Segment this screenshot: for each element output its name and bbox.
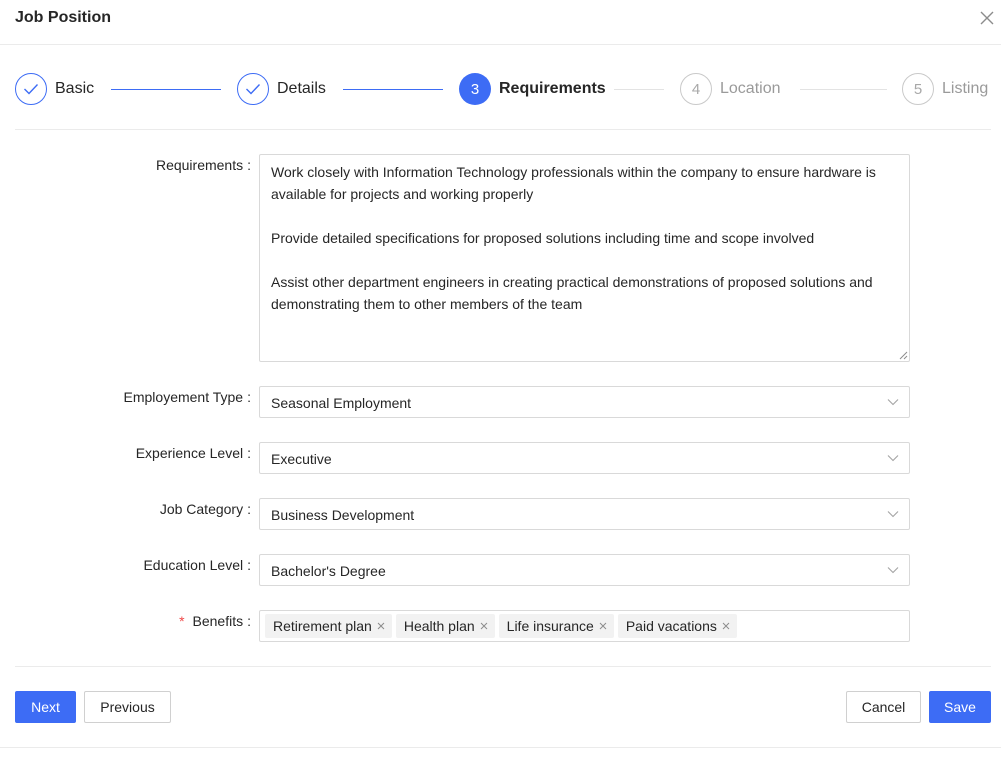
label-text: Employement Type	[123, 389, 244, 405]
cancel-button[interactable]: Cancel	[846, 691, 921, 723]
step-label: Requirements	[499, 80, 606, 97]
next-button[interactable]: Next	[15, 691, 76, 723]
chevron-down-icon	[887, 510, 899, 518]
bottom-divider	[0, 747, 1001, 748]
step-label: Location	[720, 80, 781, 97]
select-value: Business Development	[271, 507, 415, 523]
label-colon: :	[247, 613, 251, 629]
steps-divider	[15, 129, 991, 130]
experience-level-label	[15, 443, 251, 463]
label-colon: :	[247, 389, 251, 405]
chevron-down-icon	[887, 454, 899, 462]
step-requirements[interactable]	[459, 73, 606, 105]
tag-label: Life insurance	[506, 618, 594, 634]
step-number: 5	[902, 73, 934, 105]
benefits-label	[15, 611, 251, 631]
label-text: Job Category	[159, 501, 244, 517]
step-label: Basic	[55, 80, 95, 97]
job-category-label	[15, 499, 251, 519]
label-text: Education Level	[143, 557, 244, 573]
chevron-down-icon	[887, 566, 899, 574]
step-connector	[800, 89, 887, 90]
tag-close-icon[interactable]	[479, 621, 489, 631]
resize-handle-icon[interactable]	[899, 351, 908, 360]
label-colon: :	[247, 445, 251, 461]
label-text: Benefits	[192, 613, 244, 629]
check-icon	[245, 83, 261, 95]
label-colon: :	[247, 557, 251, 573]
benefit-tag	[396, 614, 495, 638]
dialog-header	[0, 0, 1001, 45]
step-label: Details	[277, 80, 326, 97]
tag-close-icon[interactable]	[721, 621, 731, 631]
tag-close-icon[interactable]	[376, 621, 386, 631]
select-value: Bachelor's Degree	[271, 563, 386, 579]
chevron-down-icon	[887, 398, 899, 406]
step-details[interactable]	[237, 73, 326, 105]
benefits-multiselect[interactable]	[259, 610, 910, 642]
previous-button[interactable]: Previous	[84, 691, 171, 723]
step-done-circle	[15, 73, 47, 105]
step-connector	[614, 89, 664, 90]
experience-level-select[interactable]	[259, 442, 910, 474]
select-value: Executive	[271, 451, 332, 467]
benefit-tag	[499, 614, 614, 638]
tag-label: Health plan	[403, 618, 475, 634]
requirements-label	[15, 155, 251, 175]
education-level-select[interactable]	[259, 554, 910, 586]
step-label: Listing	[942, 80, 989, 97]
step-connector	[343, 89, 443, 90]
requirements-textarea[interactable]: Work closely with Information Technology professionals within the company to ensure hardware is available for projects and working properly Provide detailed specifications for proposed solutions including time and scope involved Assist other department engineers in creating practical demonstrations of proposed solutions and demonstrating them to other members of the team	[259, 154, 910, 362]
step-listing[interactable]	[902, 73, 988, 105]
label-text: Experience Level	[135, 445, 244, 461]
footer-divider	[15, 666, 991, 667]
step-basic[interactable]	[15, 73, 94, 105]
step-done-circle	[237, 73, 269, 105]
step-location[interactable]	[680, 73, 781, 105]
check-icon	[23, 83, 39, 95]
steps-bar	[15, 73, 991, 105]
label-colon: :	[247, 501, 251, 517]
save-button[interactable]: Save	[929, 691, 991, 723]
employment-type-select[interactable]	[259, 386, 910, 418]
label-text: Requirements	[155, 157, 244, 173]
select-value: Seasonal Employment	[271, 395, 412, 411]
tag-close-icon[interactable]	[598, 621, 608, 631]
close-icon[interactable]	[978, 9, 996, 27]
education-level-label	[15, 555, 251, 575]
step-number: 4	[680, 73, 712, 105]
tag-label: Paid vacations	[625, 618, 717, 634]
dialog-title: Job Position	[15, 9, 111, 26]
tag-label: Retirement plan	[273, 618, 372, 634]
benefit-tag	[265, 614, 392, 638]
employment-type-label	[15, 387, 251, 407]
label-colon: :	[247, 157, 251, 173]
step-connector	[111, 89, 221, 90]
step-number: 3	[459, 73, 491, 105]
required-mark: *	[179, 613, 185, 629]
job-category-select[interactable]	[259, 498, 910, 530]
benefit-tag	[618, 614, 737, 638]
